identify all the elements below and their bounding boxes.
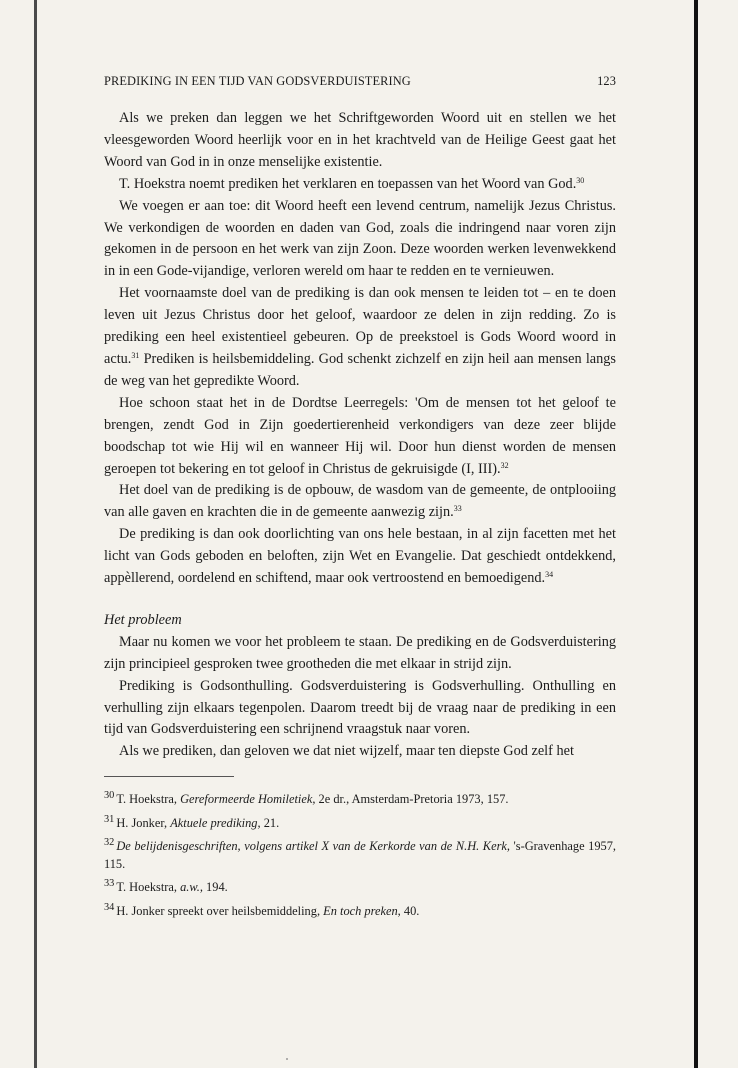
section-heading: Het probleem <box>104 611 182 628</box>
paragraph: We voegen er aan toe: dit Woord heeft een levend centrum, namelijk Jezus Christus. We verkondigen de woorden en daden van God, zoals die indringend naar voren zijn gekomen in de persoon en het werk van zijn Zoon. Deze woorden werken levenwekkend in in een Gode-vijandige, verloren wereld om haar te redden en te vernieuwen. <box>104 197 616 280</box>
paragraph: Het doel van de prediking is de opbouw, de wasdom van de gemeente, de ontplooiing van alle gaven en krachten die in de gemeente aanwezig zijn.$^{33}$ <box>104 482 616 521</box>
footnotes <box>104 787 616 920</box>
footnote: $^{33}$ T. Hoekstra, a.w., 194. <box>104 878 228 895</box>
paragraph: T. Hoekstra noemt prediken het verklaren en toepassen van het Woord van God.$^{30}$ <box>119 175 585 192</box>
running-title: PREDIKING IN EEN TIJD VAN GODSVERDUISTERING <box>104 74 411 88</box>
footnote-ref: 31 <box>131 350 140 360</box>
paragraph: Prediking is Godsonthulling. Godsverduistering is Godsverhulling. Onthulling en verhulling zijn elkaars tegenpolen. Daarom treedt bij de vraag naar de prediking in een tijd van Godsverduistering een schrijnend vraagstuk naar voren. <box>104 677 616 738</box>
footnote-ref: 30 <box>576 175 585 185</box>
paragraph: De prediking is dan ook doorlichting van ons hele bestaan, in al zijn facetten met het licht van Gods geboden en beloften, zijn Wet en Evangelie. Dat geschiedt ontdekkend, appèllerend, oordelend en schiftend, maar ook vertroostend en bemoedigend.$^{34}$ <box>104 526 616 587</box>
page-number: 123 <box>597 74 616 88</box>
scan-speck <box>286 1058 288 1060</box>
scan-left-edge <box>34 0 37 1068</box>
footnote-ref: 34 <box>545 570 554 580</box>
footnote-rule <box>104 776 234 787</box>
paragraph: Maar nu komen we voor het probleem te staan. De prediking en de Godsverduistering zijn principieel gesproken twee grootheden die met elkaar in strijd zijn. <box>104 633 616 672</box>
body-text <box>104 108 616 763</box>
paragraph: Hoe schoon staat het in de Dordtse Leerregels: 'Om de mensen tot het geloof te brengen, zendt God in Zijn goedertierenheid verkondigers van deze zeer blijde boodschap tot wie Hij wil en wanneer Hij wil. Door hun dienst worden de mensen geroepen tot bekering en tot geloof in Christus de gekruisigde (I, III).$^{32}$ <box>104 394 616 477</box>
book-page <box>104 74 616 922</box>
paragraph: Het voornaamste doel van de prediking is dan ook mensen te leiden tot – en te doen leven uit Jezus Christus door het geloof, waardoor ze delen in zijn redding. Zo is prediking een heel existentieel gebeuren. Op de preekstoel is Gods Woord woord in actu.$^{31}$ Prediken is heilsbemiddeling. God schenkt zichzelf en zijn heil aan mensen langs de weg van het gepredikte Woord. <box>104 285 616 389</box>
footnote-ref: 33 <box>453 504 462 514</box>
footnote-ref: 32 <box>500 460 509 470</box>
paragraph: Als we prediken, dan geloven we dat niet wijzelf, maar ten diepste God zelf het <box>119 743 574 760</box>
footnote: $^{30}$ T. Hoekstra, Gereformeerde Homiletiek, 2e dr., Amsterdam-Pretoria 1973, 157. <box>104 790 509 807</box>
paragraph: Als we preken dan leggen we het Schriftgeworden Woord uit en stellen we het vleesgeworden Woord heerlijk voor en in het krachtveld van de Heilige Geest gaat het Woord van God in in onze menselijke existentie. <box>104 110 616 170</box>
footnote: $^{32}$ De belijdenisgeschriften, volgens artikel X van de Kerkorde van de N.H. Kerk, 's-Gravenhage 1957, 115. <box>104 837 617 871</box>
footnote: $^{31}$ H. Jonker, Aktuele prediking, 21. <box>104 813 280 830</box>
scan-right-edge <box>694 0 698 1068</box>
footnote: $^{34}$ H. Jonker spreekt over heilsbemiddeling, En toch preken, 40. <box>104 901 420 918</box>
running-header <box>104 74 616 89</box>
